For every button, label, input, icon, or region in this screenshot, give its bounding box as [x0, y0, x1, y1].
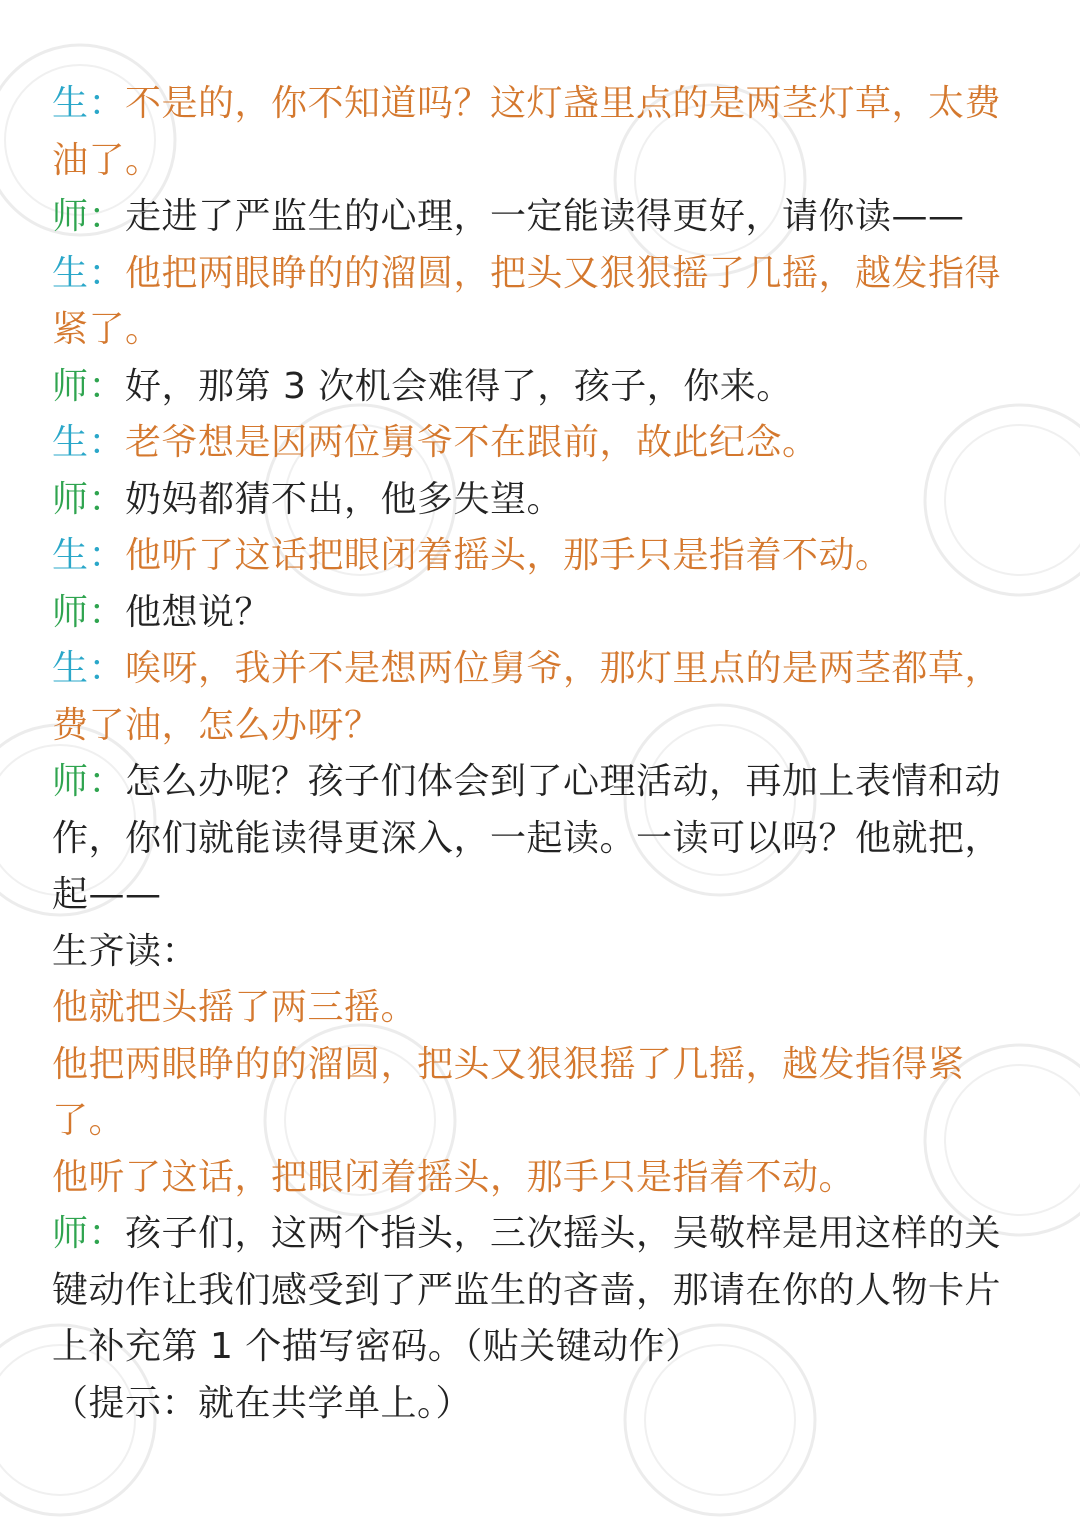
speaker-label: 师：	[52, 196, 126, 237]
line-text: 他就把头摇了两三摇。	[52, 987, 418, 1028]
speaker-label: 生：	[52, 648, 126, 689]
speaker-label: 生：	[52, 535, 126, 576]
dialogue-line	[52, 641, 1037, 754]
speaker-label: 师：	[52, 365, 126, 407]
dialogue-line	[52, 528, 1037, 585]
line-text: （提示：就在共学单上。）	[52, 1382, 473, 1424]
line-text: 他把两眼睁的的溜圆，把头又狠狠摇了几摇，越发指得紧了。	[52, 252, 1002, 350]
line-text: 奶妈都猜不出，他多失望。	[125, 478, 564, 520]
line-text: 孩子们，这两个指头，三次摇头，吴敬梓是用这样的关键动作让我们感受到了严监生的吝啬，那请在你的人物卡片上补充第 1 个描写密码。（贴关键动作）	[52, 1213, 1002, 1367]
line-text: 他听了这话，把眼闭着摇头，那手只是指着不动。	[52, 1156, 856, 1198]
dialogue-line	[52, 585, 1037, 642]
speaker-label: 生：	[52, 83, 126, 124]
speaker-label: 师：	[52, 591, 126, 633]
line-text: 老爷想是因两位舅爷不在跟前，故此纪念。	[125, 422, 819, 463]
line-text: 他把两眼睁的的溜圆，把头又狠狠摇了几摇，越发指得紧了。	[52, 1043, 965, 1141]
speaker-label: 师：	[52, 1213, 126, 1254]
speaker-label: 生：	[52, 422, 126, 463]
speaker-label: 师：	[52, 761, 126, 802]
dialogue-line	[52, 246, 1037, 359]
dialogue-line	[52, 924, 1037, 981]
dialogue-line	[52, 1037, 1037, 1150]
speaker-label: 生：	[52, 252, 126, 294]
line-text: 唉呀，我并不是想两位舅爷，那灯里点的是两茎都草，费了油，怎么办呀？	[52, 648, 1002, 746]
line-text: 生齐读：	[52, 930, 199, 972]
line-text: 怎么办呢？孩子们体会到了心理活动，再加上表情和动作，你们就能读得更深入，一起读。一读可以吗？他就把，起——	[52, 761, 1002, 915]
line-text: 好，那第 3 次机会难得了，孩子，你来。	[125, 365, 793, 407]
dialogue-line	[52, 1206, 1037, 1376]
speaker-label: 师：	[52, 478, 126, 520]
dialogue-line	[52, 359, 1037, 416]
dialogue-line	[52, 189, 1037, 246]
dialogue-line	[52, 1376, 1037, 1433]
dialogue-line	[52, 415, 1037, 472]
dialogue-line	[52, 754, 1037, 924]
dialogue-line	[52, 472, 1037, 529]
line-text: 不是的，你不知道吗？这灯盏里点的是两茎灯草，太费油了。	[52, 83, 1002, 181]
line-text: 走进了严监生的心理，一定能读得更好，请你读——	[125, 196, 965, 237]
transcript	[52, 76, 1037, 1432]
dialogue-line	[52, 1150, 1037, 1207]
line-text: 他想说？	[125, 591, 272, 633]
dialogue-line	[52, 76, 1037, 189]
dialogue-line	[52, 980, 1037, 1037]
line-text: 他听了这话把眼闭着摇头，那手只是指着不动。	[125, 535, 892, 576]
